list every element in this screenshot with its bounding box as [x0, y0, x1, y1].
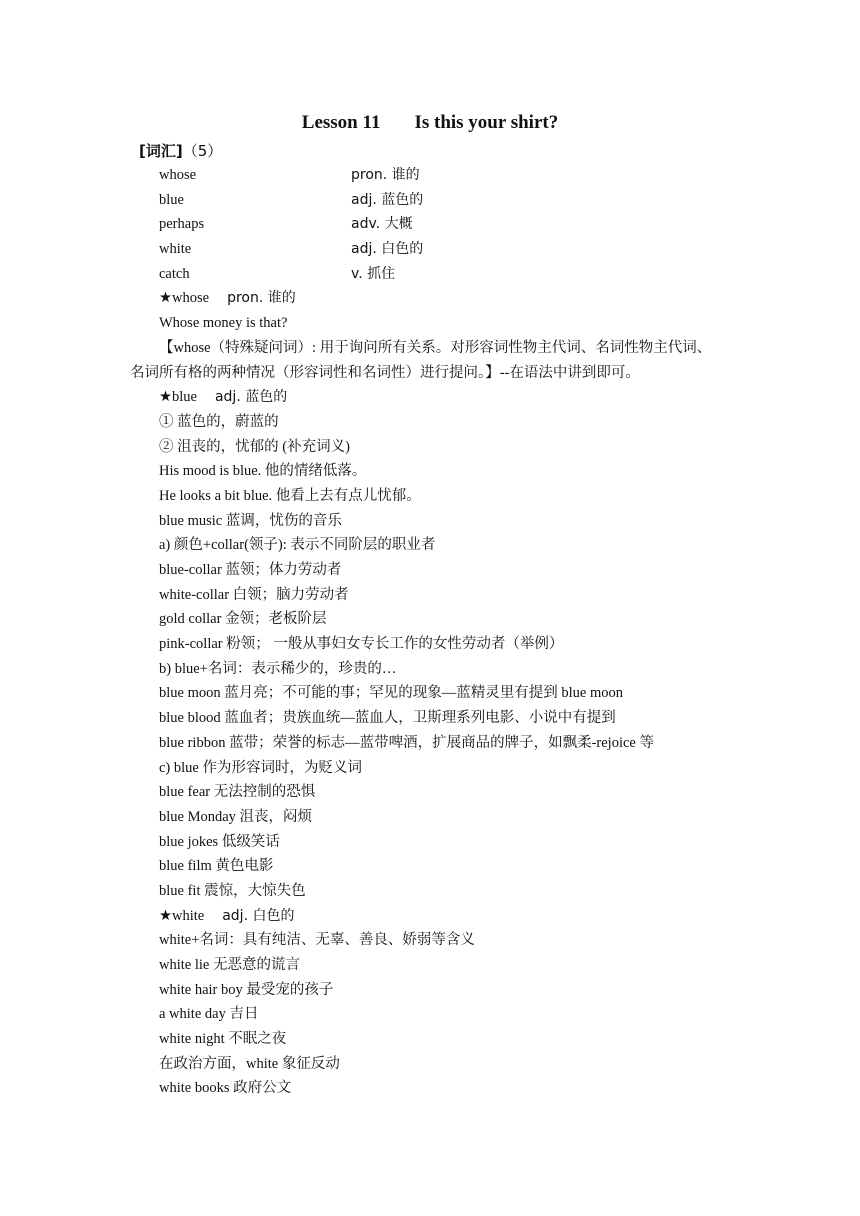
- whose-note-line: 名词所有格的两种情况（形容词性和名词性）进行提问。】--在语法中讲到即可。: [130, 364, 640, 381]
- whose-heading: ★whose pron. 谁的: [159, 290, 296, 307]
- text-line: gold collar 金领；老板阶层: [159, 611, 327, 628]
- text-line: white lie 无恶意的谎言: [159, 957, 300, 973]
- text-line: a white day 吉日: [159, 1006, 259, 1023]
- text-line: blue film 黄色电影: [159, 858, 274, 875]
- text-line: blue music 蓝调，忧伤的音乐: [159, 512, 342, 529]
- vocab-row: perhaps adv. 大概: [159, 216, 413, 233]
- lesson-title: [0, 111, 860, 135]
- text-line: ② 沮丧的，忧郁的 (补充词义): [159, 438, 350, 455]
- text-line: blue jokes 低级笑话: [159, 833, 280, 850]
- text-line: c) blue 作为形容词时，为贬义词: [159, 759, 362, 776]
- text-line: b) blue+名词：表示稀少的，珍贵的…: [159, 660, 397, 677]
- text-line: ① 蓝色的，蔚蓝的: [159, 413, 279, 430]
- text-line: blue fear 无法控制的恐惧: [159, 784, 316, 801]
- blue-section-lines: [159, 410, 760, 904]
- text-line: blue ribbon 蓝带；荣誉的标志—蓝带啤酒，扩展商品的牌子，如飘柔-rejoice 等: [159, 734, 654, 751]
- vocab-row: whose pron. 谁的: [159, 167, 420, 183]
- blue-heading: ★blue adj. 蓝色的: [159, 389, 288, 406]
- text-line: white hair boy 最受宠的孩子: [159, 981, 334, 998]
- text-line: white+名词：具有纯洁、无辜、善良、娇弱等含义: [159, 932, 475, 949]
- text-line: blue blood 蓝血者；贵族血统—蓝血人，卫斯理系列电影、小说中有提到: [159, 710, 616, 727]
- whose-note-line: 【whose（特殊疑问词）: 用于询问所有关系。对形容词性物主代词、名词性物主代词、: [159, 339, 712, 356]
- white-heading: ★white adj. 白色的: [159, 907, 295, 924]
- lesson-number: Lesson 11: [301, 112, 381, 133]
- text-line: white night 不眠之夜: [159, 1031, 287, 1048]
- text-line: pink-collar 粉领； 一般从事妇女专长工作的女性劳动者（举例）: [159, 636, 564, 653]
- text-line: His mood is blue. 他的情绪低落。: [159, 463, 367, 480]
- text-line: white books 政府公文: [159, 1080, 292, 1097]
- text-line: blue Monday 沮丧，闷烦: [159, 808, 313, 825]
- vocab-row: catch v. 抓住: [159, 265, 396, 282]
- text-line: blue-collar 蓝领；体力劳动者: [159, 562, 342, 578]
- text-line: He looks a bit blue. 他看上去有点儿忧郁。: [159, 487, 421, 504]
- whose-example: Whose money is that?: [159, 315, 288, 332]
- text-line: a) 颜色+collar(领子): 表示不同阶层的职业者: [159, 537, 436, 554]
- white-section-lines: [159, 928, 760, 1101]
- text-line: white-collar 白领；脑力劳动者: [159, 586, 349, 603]
- vocab-header: [139, 140, 222, 162]
- text-line: 在政治方面，white 象征反动: [159, 1055, 340, 1072]
- vocab-row: blue adj. 蓝色的: [159, 191, 424, 208]
- vocab-row: white adj. 白色的: [159, 241, 424, 258]
- document-body: [130, 163, 760, 1101]
- lesson-name: Is this your shirt?: [414, 112, 559, 133]
- text-line: blue fit 震惊，大惊失色: [159, 882, 306, 899]
- vocab-label: [词汇]: [139, 142, 183, 160]
- vocab-count: （5）: [182, 142, 223, 160]
- text-line: blue moon 蓝月亮；不可能的事；罕见的现象—蓝精灵里有提到 blue moon: [159, 685, 623, 702]
